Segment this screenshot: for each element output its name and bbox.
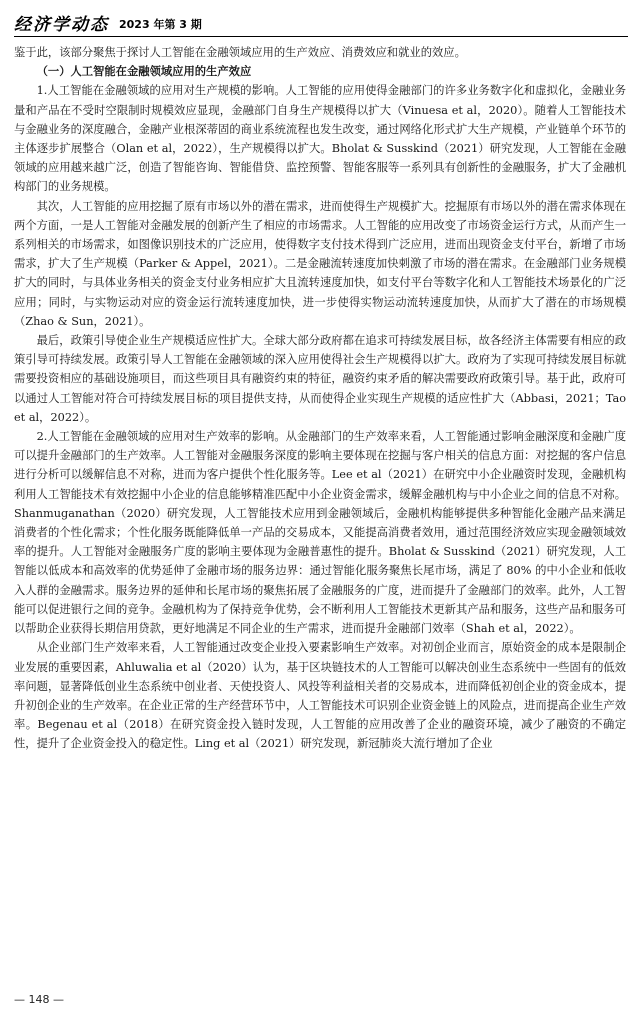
paragraph: 最后，政策引导使企业生产规模适应性扩大。全球大部分政府都在追求可持续发展目标，故各经济主体需要有相应的政策引导可持续发展。政策引导人工智能在金融领域的深入应用使得社会生产规模得以扩大。政府为了实现可持续发展目标就需要投资相应的基础设施项目，而这些项目具有融资约束的特征，融资约束矛盾的解决需要政府政策引导。基于此，政府可以通过人工智能对符合可持续发展目标的项目提供支持，从而使得企业实现生产规模的适应性扩大（Abbasi，2021；Tao et al，2022）。	[14, 334, 626, 424]
paragraph: 2.人工智能在金融领域的应用对生产效率的影响。从金融部门的生产效率来看，人工智能通过影响金融深度和金融广度可以提升金融部门的生产效率。人工智能对金融服务深度的影响主要体现在挖掘与客户相关的信息方面：对挖掘的客户信息进行分析可以缓解信息不对称，进而为客户提供个性化服务等。Lee et al（2021）在研究中小企业融资时发现，金融机构利用人工智能技术有效挖掘中小企业的信息能够精准匹配中小企业资金需求，缓解金融机构与中小企业之间的信息不对称。Shanmuganathan（2020）研究发现，人工智能技术应用到金融领域后，金融机构能够提供多种智能化金融产品来满足消费者的个性化需求；个性化服务既能降低单一产品的交易成本，又能提高消费者效用，通过范围经济效应实现金融领域效率的提升。人工智能对金融服务广度的影响主要体现为金融普惠性的提升。Bholat & Susskind（2021）研究发现，人工智能以低成本和高效率的优势延伸了金融市场的服务边界：通过智能化服务聚焦长尾市场，满足了 80% 的中小企业和低收入人群的金融需求。服务边界的延伸和长尾市场的聚焦拓展了金融服务的广度，进而提升了金融部门的效率。此外，人工智能可以促进银行之间的竞争。金融机构为了保持竞争优势，会不断利用人工智能技术更新其产品和服务，这些产品和服务可以帮助企业获得长期信用贷款，更好地满足不同企业的生产需求，进而提升金融部门效率（Shah et al，2022）。	[14, 430, 626, 636]
journal-name: 经济学动态	[14, 14, 109, 35]
paragraph: 1.人工智能在金融领域的应用对生产规模的影响。人工智能的应用使得金融部门的许多业务数字化和虚拟化，金融业务量和产品在不受时空限制时规模效应显现，金融部门自身生产规模得以扩大（Vinuesa et al，2020）。随着人工智能技术与金融业务的深度融合，金融产业根深蒂固的商业系统流程也发生改变，通过网络化形式扩大生产规模，产业链单个环节的主体逐步扩展整合（Olan et al，2022），生产规模得以扩大。Bholat & Susskind（2021）研究发现，人工智能在金融领域的应用越来越广泛，创造了智能咨询、智能借贷、监控预警、智能客服等一系列具有创新性的金融服务，扩大了金融机构部门的业务规模。	[14, 84, 626, 194]
paragraph: 鉴于此，该部分聚焦于探讨人工智能在金融领域应用的生产效应、消费效应和就业的效应。	[14, 46, 466, 59]
paragraph: 从企业部门生产效率来看，人工智能通过改变企业投入要素影响生产效率。对初创企业而言，原始资金的成本是限制企业发展的重要因素，Ahluwalia et al（2020）认为，基于区块链技术的人工智能可以解决创业生态系统中一些固有的低效率问题，显著降低创业生态系统中创业者、天使投资人、风投等利益相关者的交易成本，进而降低初创企业的资金成本，提升初创企业的生产效率。在企业正常的生产经营环节中，人工智能技术可识别企业资金链上的风险点，进而提高企业生产效率。Begenau et al（2018）在研究资金投入链时发现，人工智能的应用改善了企业的融资环境，减少了融资的不确定性，提升了企业资金投入的稳定性。Ling et al（2021）研究发现，新冠肺炎大流行增加了企业	[14, 641, 626, 751]
section-heading: （一）人工智能在金融领域应用的生产效应	[36, 65, 252, 79]
article-body	[14, 43, 626, 754]
header-divider	[14, 36, 628, 37]
paragraph: 其次，人工智能的应用挖掘了原有市场以外的潜在需求，进而使得生产规模扩大。挖掘原有市场以外的潜在需求体现在两个方面，一是人工智能对金融发展的创新产生了相应的市场需求。人工智能的应用改变了市场资金运行方式，从而产生一系列相关的市场需求，如图像识别技术的广泛应用，使得数字支付技术得到广泛应用，进而出现资金支付平台，新增了市场需求，扩大了生产规模（Parker & Appel，2021）。二是金融流转速度加快刺激了市场的潜在需求。在金融部门业务规模扩大的同时，与具体业务相关的资金支付业务相应扩大且流转速度加快，如支付平台等数字化和人工智能技术场景化的广泛应用；同时，与实物运动对应的资金运行流转速度加快，进一步使得实物运动流转速度加快，从而扩大了潜在的市场规模（Zhao & Sun，2021）。	[14, 199, 626, 328]
running-header	[14, 10, 628, 34]
issue-label: 2023 年第 3 期	[119, 17, 202, 31]
page-number: — 148 —	[14, 993, 64, 1006]
